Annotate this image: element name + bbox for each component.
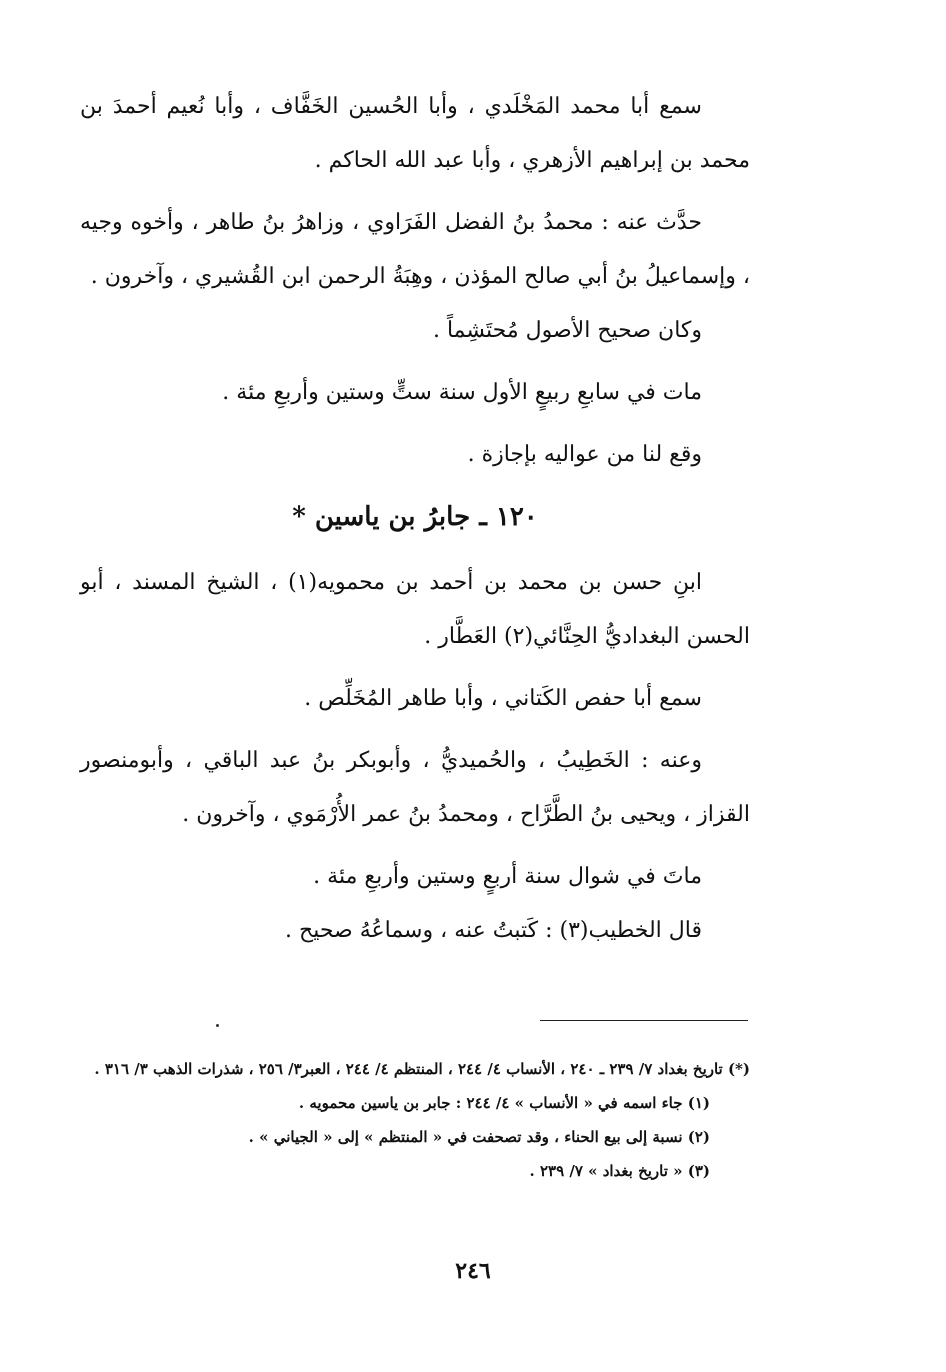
footnote-3: (٣) « تاريخ بغداد » ٧/ ٢٣٩ . — [529, 1162, 710, 1180]
paragraph-narrators: وعنه : الخَطِيبُ ، والحُميديُّ ، وأبوبكر بنُ عبد الباقي ، وأبومنصور القزاز ، ويحيى بنُ الطَّرَّاح ، ومحمدُ بنُ عمر الأُرْمَوي ، وآخرون . — [80, 748, 750, 827]
footnote-divider — [540, 1020, 748, 1021]
paragraph-death: مات في سابعِ ربيعٍ الأول سنة ستٍّ وستين وأربعِ مئة . — [222, 380, 702, 405]
footnotes — [80, 1052, 750, 1188]
paragraph-teachers: سمع أبا محمد المَخْلَدي ، وأبا الحُسين الخَفَّاف ، وأبا نُعيم أحمدَ بن محمد بن إبراهيم الأزهري ، وأبا عبد الله الحاكم . — [80, 94, 750, 173]
footnote-2: (٢) نسبة إلى بيع الحناء ، وقد تصحفت في « المنتظم » إلى « الجياني » . — [248, 1128, 710, 1146]
page-number: ٢٤٦ — [455, 1258, 491, 1284]
footnote-sources: (*) تاريخ بغداد ٧/ ٢٣٩ ـ ٢٤٠ ، الأنساب ٤/ ٢٤٤ ، المنتظم ٤/ ٢٤٤ ، العبر٣/ ٢٥٦ ، شذرات الذهب ٣/ ٣١٦ . — [94, 1060, 750, 1078]
paragraph-heard: سمع أبا حفص الكَتاني ، وأبا طاهر المُخَلِّص . — [304, 686, 702, 711]
paragraph-students: حدَّث عنه : محمدُ بنُ الفضل الفَرَاوي ، وزاهرُ بنُ طاهر ، وأخوه وجيه ، وإسماعيلُ بنُ أبي صالح المؤذن ، وهِبَةُ الرحمن ابن القُشيري ، وآخرون . — [80, 210, 750, 289]
paragraph-khatib: قال الخطيب(٣) : كَتبتُ عنه ، وسماعُهُ صحيح . — [285, 918, 702, 943]
main-text — [80, 80, 750, 958]
entry-heading: ١٢٠ ـ جابرُ بن ياسين * — [292, 502, 538, 532]
paragraph-description: وكان صحيح الأصول مُحتَشِماً . — [432, 318, 702, 343]
paragraph-death-2: ماتَ في شوال سنة أربعٍ وستين وأربعِ مئة . — [313, 864, 702, 889]
footnote-1: (١) جاء اسمه في « الأنساب » ٤/ ٢٤٤ : جابر بن ياسين محمويه . — [298, 1094, 710, 1112]
paragraph-ijaza: وقع لنا من عواليه بإجازة . — [467, 442, 702, 467]
ink-speck — [216, 1024, 219, 1027]
paragraph-lineage: ابنِ حسن بن محمد بن أحمد بن محمويه(١) ، الشيخ المسند ، أبو الحسن البغداديُّ الحِنَّائي(٢) العَطَّار . — [80, 570, 750, 649]
